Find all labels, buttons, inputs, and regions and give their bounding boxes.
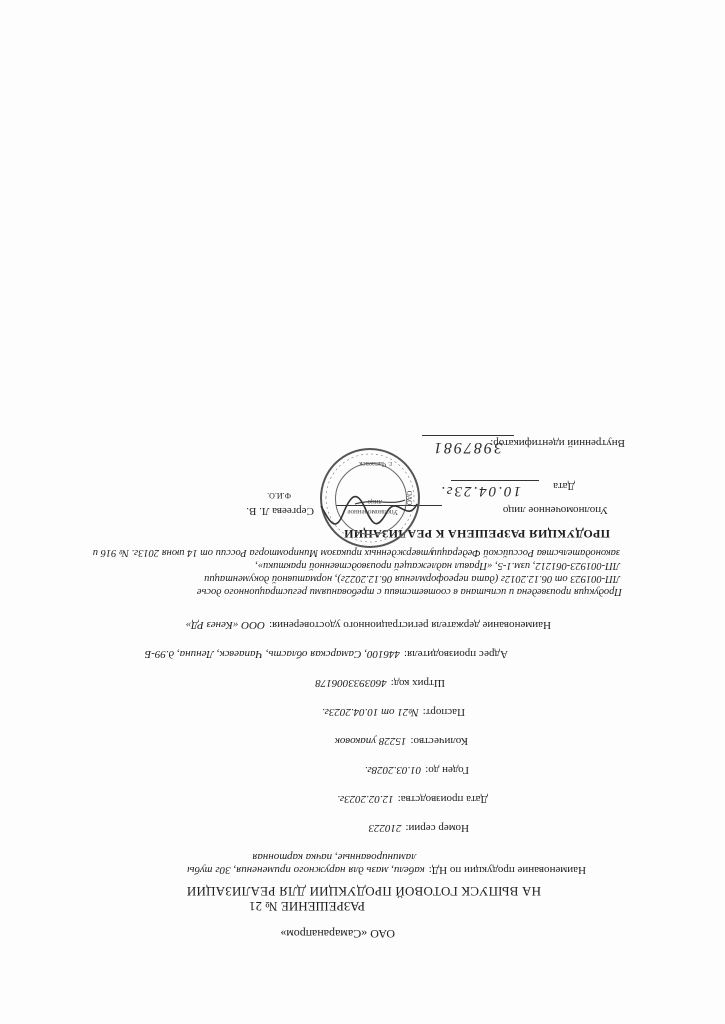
field-row <box>322 705 465 718</box>
product-name-label: Наименование продукции по НД: <box>428 864 586 876</box>
field-value: ООО «Кенез РД» <box>185 619 266 631</box>
authorized-person-name: Сергеева Л. В. <box>246 505 314 517</box>
field-label: Адрес производителя: <box>403 648 508 660</box>
field-value: 210223 <box>368 822 402 834</box>
field-row <box>145 647 508 660</box>
field-row <box>335 734 468 747</box>
field-value: 12.02.2023г. <box>337 793 394 805</box>
permit-title-number: РАЗРЕШЕНИЕ № 21 <box>249 899 365 914</box>
field-label: Дата производства: <box>397 793 488 805</box>
conformity-text-line: ЛП-001923 от 06.12.2012г (дата переоформления 06.12.2022г), нормативной документации <box>204 573 620 584</box>
product-name-value: кабели, мазь для наружного применения, 30г тубы <box>187 864 425 876</box>
field-row <box>315 676 445 689</box>
field-label: Годен до: <box>425 764 469 776</box>
internal-id-label: Внутренний идентификатор: <box>490 437 625 449</box>
field-row <box>368 821 469 834</box>
field-label: Номер серии: <box>405 822 469 834</box>
section-title: ПРОДУКЦИЯ РАЗРЕШЕНА К РЕАЛИЗАЦИИ <box>343 527 610 541</box>
field-value: №21 от 10.04.2023г. <box>321 706 419 718</box>
stamp-text: ОАО <box>404 490 413 506</box>
internal-id-underline <box>422 435 514 436</box>
field-label: Паспорт: <box>422 706 465 718</box>
field-row <box>186 618 551 631</box>
field-value: 446100, Самарская область, Чапаевск, Ленина, д.99-Б <box>144 648 400 660</box>
fio-caption: Ф.И.О. <box>267 491 291 500</box>
conformity-text-line: ЛП-001923-061212, изм.1-5, «Правил надлежащей производственной практики», <box>255 560 620 571</box>
stamp-text: г. Чапаевск <box>359 460 392 468</box>
field-value: 15228 упаковок <box>334 735 407 747</box>
product-name-row <box>187 863 586 876</box>
conformity-text-line: утвержденных приказом Минпромторга России от 14 июня 2013г. № 916 и <box>92 547 433 558</box>
stamp-text: Уполномоченное <box>347 508 398 516</box>
field-value: 4603933006178 <box>315 677 387 689</box>
product-name-value-cont: ламинированные, пачка картонная <box>252 851 416 863</box>
organization-name: ОАО «Самаранапром» <box>280 927 395 941</box>
handwritten-signature <box>315 484 425 534</box>
field-value: 01.03.2028г. <box>364 764 422 776</box>
conformity-text-line: Продукция произведена и испытана в соответствии с требованиями регистрационного досье <box>196 586 622 597</box>
date-handwritten: 10.04.23г. <box>439 483 521 499</box>
date-underline <box>451 480 539 481</box>
internal-id-handwritten: 3987981 <box>432 439 502 456</box>
date-label: Дата <box>553 480 575 492</box>
conformity-text-tail: законодательства Российской Федерации <box>431 547 620 558</box>
field-label: Штрих код: <box>390 677 445 689</box>
field-row <box>337 792 488 805</box>
stamp-text: лицо <box>367 498 382 506</box>
field-label: Количество: <box>410 735 468 747</box>
field-label: Наименование держателя регистрационного удостоверения: <box>269 619 551 631</box>
field-row <box>365 763 469 776</box>
permit-title: НА ВЫПУСК ГОТОВОЙ ПРОДУКЦИИ ДЛЯ РЕАЛИЗАЦИИ <box>186 884 541 899</box>
authorized-person-label: Уполномоченное лицо <box>502 504 608 516</box>
